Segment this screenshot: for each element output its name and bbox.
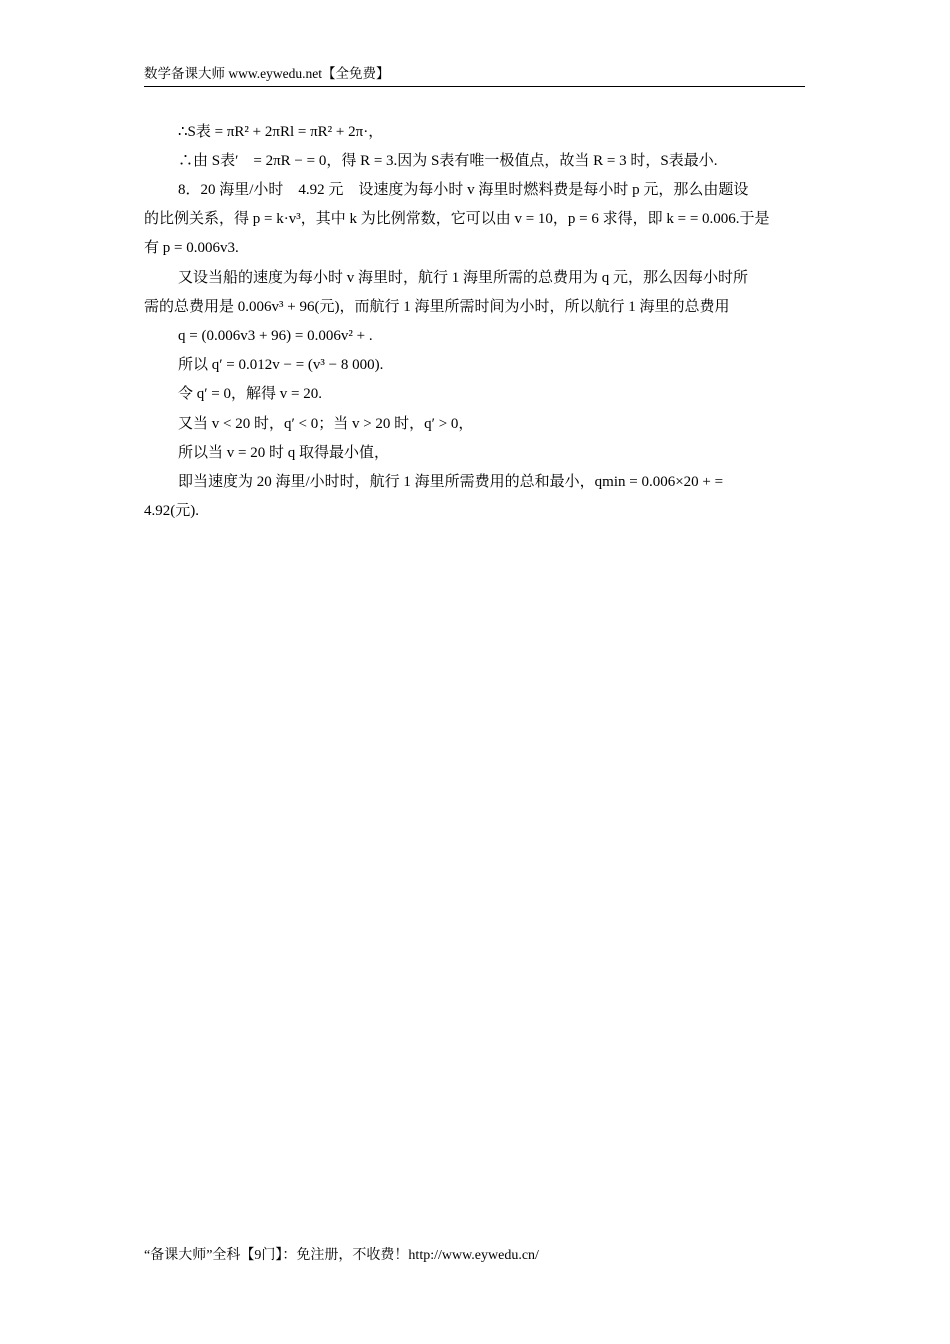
page-footer <box>144 1246 539 1266</box>
text-line: 4.92(元). <box>144 503 199 519</box>
text-line: ∴由 S表′ = 2πR − = 0，得 R = 3.因为 S表有唯一极值点，故当 R = 3 时，S表最小. <box>178 153 718 169</box>
header-text: 数学备课大师 www.eywedu.net【全免费】 <box>144 66 390 81</box>
text-line: 令 q′ = 0，解得 v = 20. <box>178 386 322 402</box>
text-line: 有 p = 0.006v3. <box>144 240 239 256</box>
text-line: 又当 v < 20 时，q′ < 0；当 v > 20 时，q′ > 0， <box>178 416 474 432</box>
text-line: 又设当船的速度为每小时 v 海里时，航行 1 海里所需的总费用为 q 元，那么因每小时所 <box>178 270 749 286</box>
text-line: q = (0.006v3 + 96) = 0.006v² + . <box>178 328 373 344</box>
text-line: 需的总费用是 0.006v³ + 96(元)，而航行 1 海里所需时间为小时，所以航行 1 海里的总费用 <box>144 299 730 315</box>
page-header <box>144 64 805 87</box>
footer-text: “备课大师”全科【9门】：免注册，不收费！http://www.eywedu.cn/ <box>144 1248 539 1263</box>
text-line: 8．20 海里/小时 4.92 元 设速度为每小时 v 海里时燃料费是每小时 p 元，那么由题设 <box>178 182 749 198</box>
text-line: ∴S表 = πR² + 2πRl = πR² + 2π·， <box>178 124 384 140</box>
text-line: 即当速度为 20 海里/小时时，航行 1 海里所需费用的总和最小，qmin = 0.006×20 + = <box>178 474 724 490</box>
text-line: 所以当 v = 20 时 q 取得最小值， <box>178 445 389 461</box>
text-line: 所以 q′ = 0.012v − = (v³ − 8 000). <box>178 357 384 373</box>
text-line: 的比例关系，得 p = k·v³，其中 k 为比例常数，它可以由 v = 10，p = 6 求得，即 k = = 0.006.于是 <box>144 211 770 227</box>
